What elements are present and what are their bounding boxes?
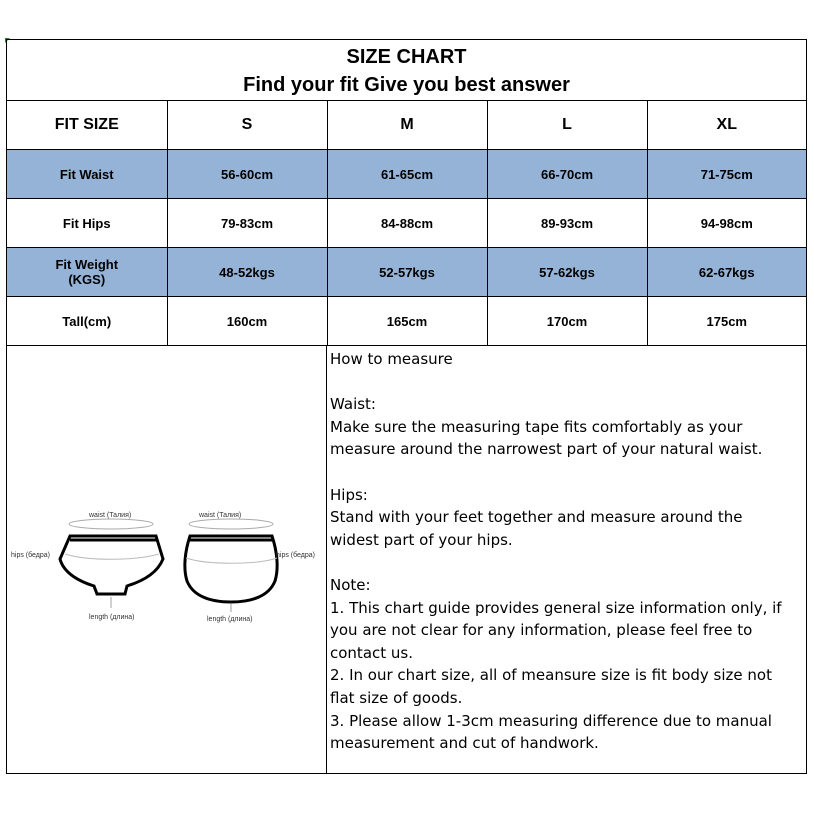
back-garment [185, 512, 315, 623]
table-cell: 165cm [327, 297, 487, 346]
back-outline [185, 536, 277, 602]
column-header: FIT SIZE [7, 101, 167, 150]
table-cell: 79-83cm [167, 199, 327, 248]
front-waist-label: waist (Талия) [89, 512, 132, 519]
chart-title: SIZE CHART [346, 46, 467, 68]
row-label: Fit Hips [7, 199, 167, 248]
table-cell: 66-70cm [487, 150, 647, 199]
table-cell: 94-98cm [647, 199, 806, 248]
front-outline [60, 536, 163, 594]
table-cell: 52-57kgs [327, 248, 487, 297]
table-cell: 175cm [647, 297, 806, 346]
measure-instructions [330, 348, 800, 755]
column-header: S [167, 101, 327, 150]
table-row [7, 150, 806, 199]
table-cell: 160cm [167, 297, 327, 346]
hips-text: Stand with your feet together and measure around the [330, 508, 743, 527]
table-row [7, 199, 806, 248]
note-text: flat size of goods. [330, 688, 463, 707]
chart-subtitle: Find your fit Give you best answer [243, 74, 570, 96]
row-label: Fit Waist [7, 150, 167, 199]
hips-text: widest part of your hips. [330, 530, 513, 549]
note-text: measurement and cut of handwork. [330, 734, 599, 753]
measurement-illustration [7, 346, 327, 773]
note-text: 3. Please allow 1-3cm measuring difference due to manual [330, 711, 772, 730]
back-hips-label: hips (бедра) [276, 552, 315, 559]
note-text: 1. This chart guide provides general size information only, if [330, 598, 782, 617]
hips-title: Hips: [330, 485, 368, 504]
waist-tape [189, 519, 273, 529]
column-header: M [327, 101, 487, 150]
size-chart [6, 39, 807, 774]
front-garment [11, 512, 163, 621]
back-waist-label: waist (Талия) [199, 512, 242, 519]
table-cell: 56-60cm [167, 150, 327, 199]
table-cell: 48-52kgs [167, 248, 327, 297]
column-header: L [487, 101, 647, 150]
table-cell: 89-93cm [487, 199, 647, 248]
column-header: XL [647, 101, 806, 150]
underwear-diagram [7, 346, 327, 773]
table-header-row [7, 101, 806, 150]
chart-header [7, 40, 806, 101]
table-cell: 57-62kgs [487, 248, 647, 297]
table-cell: 84-88cm [327, 199, 487, 248]
table-cell: 62-67kgs [647, 248, 806, 297]
row-label-line: Fit Weight [55, 257, 119, 272]
front-hips-label: hips (бедра) [11, 552, 50, 559]
size-table [7, 101, 806, 346]
front-length-label: length (длина) [89, 614, 135, 621]
table-cell: 71-75cm [647, 150, 806, 199]
note-text: contact us. [330, 643, 413, 662]
table-row [7, 248, 806, 297]
waist-text: Make sure the measuring tape fits comfortably as your [330, 417, 743, 436]
measure-section [7, 346, 806, 773]
table-cell: 61-65cm [327, 150, 487, 199]
note-text: 2. In our chart size, all of meansure size is fit body size not [330, 666, 772, 685]
row-label-line: (KGS) [68, 272, 106, 287]
back-length-label: length (длина) [207, 616, 253, 623]
table-cell: 170cm [487, 297, 647, 346]
row-label: Tall(cm) [7, 297, 167, 346]
waist-title: Waist: [330, 395, 376, 414]
waist-tape [69, 519, 153, 529]
note-title: Note: [330, 575, 371, 594]
table-row [7, 297, 806, 346]
row-label [7, 248, 167, 297]
waist-text: measure around the narrowest part of your natural waist. [330, 440, 763, 459]
note-text: you are not clear for any information, please feel free to [330, 621, 753, 640]
instructions-heading: How to measure [330, 350, 453, 368]
